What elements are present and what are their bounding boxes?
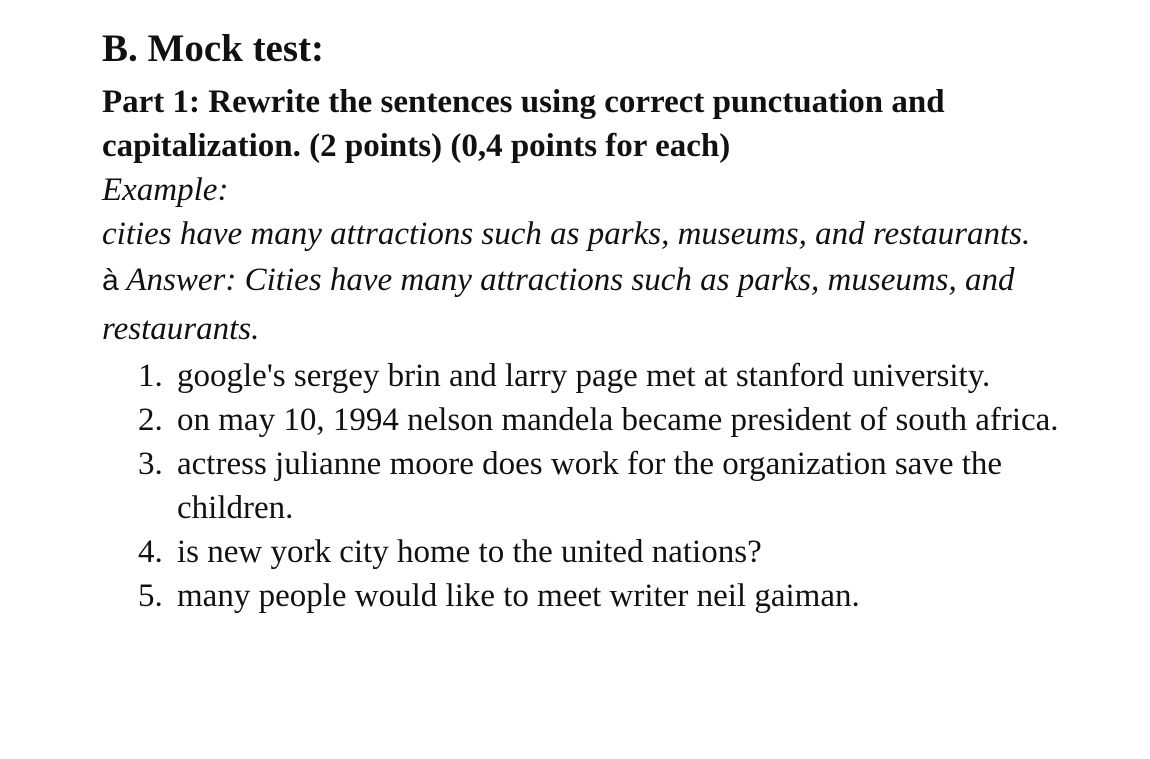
item-number: 1. [138, 358, 163, 394]
section-heading: B. Mock test: [102, 27, 325, 70]
item-number: 5. [138, 578, 163, 614]
example-sentence: cities have many attractions such as parks, museums, and restaurants. [102, 216, 1031, 252]
document-page [102, 26, 1112, 618]
item-text: many people would like to meet writer neil gaiman. [177, 578, 860, 614]
part-1-instructions: Part 1: Rewrite the sentences using correct punctuation and capitalization. (2 points) (0,4 points for each) [102, 84, 945, 164]
item-text: is new york city home to the united nations? [177, 534, 762, 570]
exercise-list [138, 354, 1098, 618]
arrow-icon: à [102, 264, 119, 297]
exercise-item [138, 530, 1098, 574]
exercise-item [138, 574, 1098, 618]
item-number: 3. [138, 446, 163, 482]
answer-text: Answer: Cities have many attractions such as parks, museums, and restaurants. [102, 262, 1015, 347]
item-text: google's sergey brin and larry page met at stanford university. [177, 358, 991, 394]
example-answer [102, 256, 1112, 354]
item-number: 2. [138, 402, 163, 438]
example-label: Example: [102, 172, 229, 208]
item-text: on may 10, 1994 nelson mandela became president of south africa. [177, 402, 1059, 438]
item-text: actress julianne moore does work for the organization save the children. [177, 446, 1003, 526]
item-number: 4. [138, 534, 163, 570]
exercise-item [138, 354, 1098, 398]
exercise-item [138, 398, 1098, 442]
exercise-item [138, 442, 1098, 530]
